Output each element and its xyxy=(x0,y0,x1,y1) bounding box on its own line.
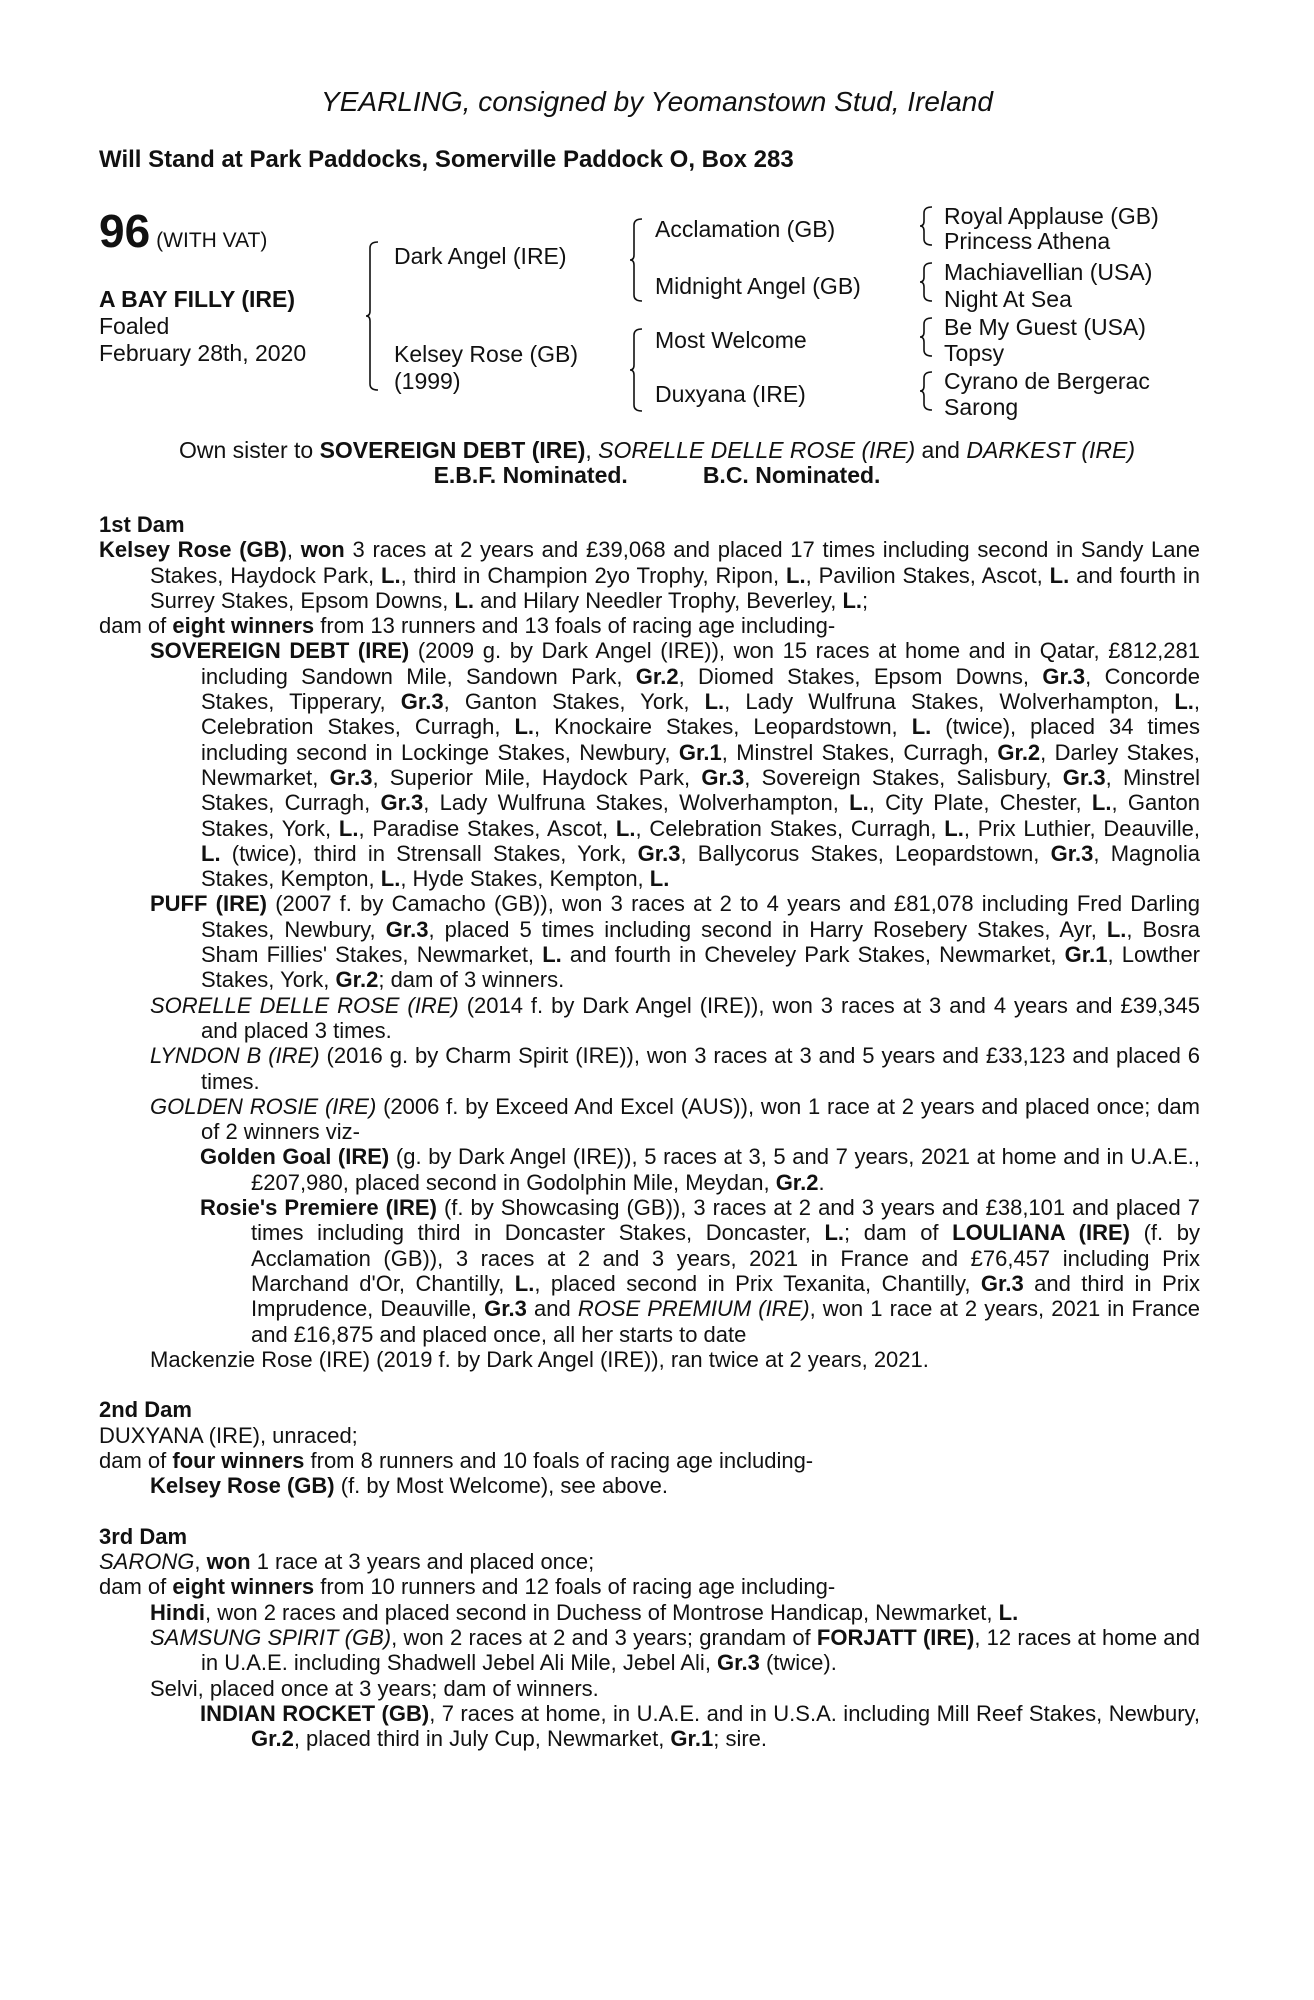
text: , placed 5 times including second in Harry Rosebery Stakes, Ayr, xyxy=(428,916,1107,942)
bold-text: L. xyxy=(542,942,562,968)
italic-text: SORELLE DELLE ROSE (IRE) xyxy=(150,992,459,1018)
text: , xyxy=(286,537,301,563)
text: , placed second in Prix Texanita, Chantilly, xyxy=(534,1270,981,1296)
bold-text: L. xyxy=(1091,790,1112,816)
text: (2006 f. by Exceed And Excel (AUS)), won 1 race at 2 years and placed once; dam of 2 winners viz- xyxy=(201,1093,1200,1145)
brace-icon xyxy=(920,317,932,362)
catalogue-title: YEARLING, consigned by Yeomanstown Stud, Ireland xyxy=(321,86,993,117)
brace-icon xyxy=(920,262,932,307)
bold-text: Gr.3 xyxy=(1062,764,1106,790)
pedigree-gen4: Princess Athena xyxy=(944,228,1111,254)
pedigree-paragraph xyxy=(99,537,1200,613)
bc-nominated: B.C. Nominated. xyxy=(702,462,881,488)
pedigree-paragraph xyxy=(99,1625,1200,1676)
text: DUXYANA (IRE), unraced; xyxy=(99,1422,358,1448)
pedigree-paragraph xyxy=(99,1347,1200,1372)
text: (2009 g. by Dark Angel (IRE)), won 15 races at home and in Qatar, £812,281 including Sandown Mile, Sandown Park, xyxy=(201,638,1200,689)
text: from 10 runners and 12 foals of racing age including- xyxy=(314,1574,836,1600)
pedigree-paragraph xyxy=(99,1144,1200,1195)
text: and fourth in Cheveley Park Stakes, Newmarket, xyxy=(561,942,1065,968)
text: , Minstrel Stakes, Curragh, xyxy=(201,764,1200,816)
text: Own sister to xyxy=(178,437,320,463)
bold-text: L. xyxy=(615,815,636,841)
text: , Ganton Stakes, York, xyxy=(443,689,705,715)
text: , xyxy=(585,437,599,463)
bold-text: Gr.2 xyxy=(635,663,679,689)
bold-text: L. xyxy=(381,562,401,588)
text: , Hyde Stakes, Kempton, xyxy=(400,866,650,892)
text: , Lowther Stakes, York, xyxy=(201,942,1201,993)
bold-text: Gr.3 xyxy=(329,764,373,790)
pedigree-paragraph xyxy=(99,993,1200,1044)
text: 3 races at 2 years and £39,068 and placed 17 times including second in Sandy Lane Stakes, Haydock Park, xyxy=(150,537,1200,588)
pedigree-paragraph xyxy=(99,1195,1200,1347)
section-heading: 3rd Dam xyxy=(99,1523,188,1549)
text: , Concorde Stakes, Tipperary, xyxy=(201,663,1200,715)
brace-icon xyxy=(630,218,642,307)
spacer xyxy=(99,1499,1200,1524)
text: , 12 races at home and in U.A.E. including Shadwell Jebel Ali Mile, Jebel Ali, xyxy=(201,1625,1201,1676)
bold-text: L. xyxy=(201,840,221,866)
bold-text: Kelsey Rose (GB) xyxy=(150,1473,335,1499)
bold-text: Gr.3 xyxy=(717,1650,760,1676)
text: , Knockaire Stakes, Leopardstown, xyxy=(534,714,912,740)
brace-icon xyxy=(366,241,378,396)
text: , Sovereign Stakes, Salisbury, xyxy=(744,764,1063,790)
text: , Minstrel Stakes, Curragh, xyxy=(721,739,998,765)
italic-text: SAMSUNG SPIRIT (GB) xyxy=(150,1625,392,1651)
bold-text: Golden Goal (IRE) xyxy=(200,1144,390,1170)
text: ; xyxy=(862,587,869,613)
bold-text: Kelsey Rose (GB) xyxy=(99,537,287,563)
foaled-label: Foaled xyxy=(99,313,170,339)
bold-text: INDIAN ROCKET (GB) xyxy=(200,1700,430,1726)
pedigree-paragraph xyxy=(99,1676,1200,1701)
pedigree-sire: Dark Angel (IRE) xyxy=(394,243,567,269)
bold-text: L. xyxy=(514,1270,535,1296)
section-heading: 1st Dam xyxy=(99,512,185,537)
bold-text: Gr.3 xyxy=(400,689,444,715)
pedigree-paragraph xyxy=(99,1448,1200,1473)
text: , placed third in July Cup, Newmarket, xyxy=(293,1726,671,1752)
bold-text: LOULIANA (IRE) xyxy=(952,1220,1130,1246)
bold-text: FORJATT (IRE) xyxy=(816,1625,975,1651)
text: dam of xyxy=(99,1447,173,1473)
pedigree-gen3: Acclamation (GB) xyxy=(655,216,836,242)
text: and xyxy=(526,1296,578,1322)
brace-icon xyxy=(920,371,932,416)
pedigree-gen4: Royal Applause (GB) xyxy=(944,203,1159,229)
text: (f. by Showcasing (GB)), 3 races at 2 and 3 years and £38,101 and placed 7 times including third in Doncaster Stakes, Doncaster, xyxy=(251,1195,1200,1246)
bold-text: L. xyxy=(842,587,863,613)
foaled-date: February 28th, 2020 xyxy=(99,340,307,366)
text: 1 race at 3 years and placed once; xyxy=(250,1549,595,1575)
stand-location: Will Stand at Park Paddocks, Somerville Paddock O, Box 283 xyxy=(99,146,794,173)
bold-text: L. xyxy=(454,587,475,613)
pedigree-gen4: Cyrano de Bergerac xyxy=(944,368,1150,394)
text: (2016 g. by Charm Spirit (IRE)), won 3 races at 3 and 5 years and £33,123 and placed 6 times. xyxy=(201,1043,1200,1094)
text: , Lady Wulfruna Stakes, Wolverhampton, xyxy=(724,689,1175,715)
bold-text: L. xyxy=(998,1599,1019,1625)
bold-text: L. xyxy=(1049,562,1070,588)
text: dam of xyxy=(99,1574,173,1600)
bold-text: won xyxy=(300,537,345,563)
bold-text: L. xyxy=(911,714,932,740)
bold-text: Gr.1 xyxy=(670,1726,714,1752)
text: (2007 f. by Camacho (GB)), won 3 races at 2 to 4 years and £81,078 including Fred Darling Stakes, Newbury, xyxy=(201,891,1200,942)
pedigree-gen4: Night At Sea xyxy=(944,286,1072,312)
bold-text: L. xyxy=(944,815,964,841)
text: , Magnolia Stakes, Kempton, xyxy=(201,840,1200,892)
bold-text: eight winners xyxy=(172,613,315,639)
lot-number-value: 96 xyxy=(99,205,151,257)
italic-text: DARKEST (IRE) xyxy=(966,437,1136,463)
bold-text: L. xyxy=(380,866,401,892)
italic-text: LYNDON B (IRE) xyxy=(150,1043,320,1069)
pedigree-paragraph xyxy=(99,1701,1200,1752)
spacer xyxy=(99,1372,1200,1397)
pedigree-gen4: Machiavellian (USA) xyxy=(944,259,1153,285)
pedigree-gen4: Topsy xyxy=(944,340,1005,366)
bold-text: Gr.3 xyxy=(484,1296,527,1322)
pedigree-gen4: Sarong xyxy=(944,394,1019,420)
italic-text: GOLDEN ROSIE (IRE) xyxy=(150,1093,377,1119)
bold-text: L. xyxy=(514,714,535,740)
bold-text: PUFF (IRE) xyxy=(150,891,267,917)
brace-icon xyxy=(630,328,642,417)
pedigree-gen3: Duxyana (IRE) xyxy=(655,381,806,407)
text: and Hilary Needler Trophy, Beverley, xyxy=(474,587,843,613)
pedigree-dam-year: (1999) xyxy=(394,368,461,394)
bold-text: Gr.2 xyxy=(775,1169,819,1195)
italic-text: ROSE PREMIUM (IRE) xyxy=(577,1296,810,1322)
text: , Ganton Stakes, York, xyxy=(201,790,1201,841)
text: , Celebration Stakes, Curragh, xyxy=(635,815,945,841)
text: (f. by Most Welcome), see above. xyxy=(334,1473,669,1499)
text: , Celebration Stakes, Curragh, xyxy=(201,689,1201,740)
section-heading: 2nd Dam xyxy=(99,1397,192,1423)
text: Mackenzie Rose (IRE) (2019 f. by Dark Angel (IRE)), ran twice at 2 years, 2021. xyxy=(150,1346,929,1372)
bold-text: Gr.1 xyxy=(1064,942,1108,968)
pedigree-gen4: Be My Guest (USA) xyxy=(944,314,1146,340)
bold-text: Hindi xyxy=(150,1599,205,1625)
text: (2014 f. by Dark Angel (IRE)), won 3 races at 3 and 4 years and £39,345 and placed 3 times. xyxy=(201,992,1200,1043)
text: (twice), placed 34 times including second in Lockinge Stakes, Newbury, xyxy=(201,714,1200,765)
bold-text: won xyxy=(206,1549,251,1575)
bold-text: Gr.3 xyxy=(1050,840,1094,866)
pedigree-paragraph xyxy=(99,891,1200,992)
pedigree-paragraph xyxy=(99,613,1200,638)
bold-text: L. xyxy=(704,689,725,715)
bold-text: Gr.2 xyxy=(997,739,1041,765)
text: , Pavilion Stakes, Ascot, xyxy=(805,562,1050,588)
text: from 13 runners and 13 foals of racing age including- xyxy=(314,613,836,639)
pedigree-gen3: Midnight Angel (GB) xyxy=(655,273,861,299)
pedigree-paragraph xyxy=(99,1574,1200,1599)
text: ; sire. xyxy=(713,1726,768,1752)
bold-text: L. xyxy=(338,815,359,841)
bold-text: L. xyxy=(849,790,869,816)
pedigree-dam: Kelsey Rose (GB) xyxy=(394,341,579,367)
own-sister-line xyxy=(0,437,1314,464)
text: , Darley Stakes, Newmarket, xyxy=(201,739,1200,790)
text: dam of xyxy=(99,613,173,639)
bold-text: SOVEREIGN DEBT (IRE) xyxy=(319,437,586,463)
bold-text: L. xyxy=(786,562,806,588)
bold-text: eight winners xyxy=(172,1574,315,1600)
text: , won 2 races and placed second in Duchess of Montrose Handicap, Newmarket, xyxy=(205,1599,999,1625)
bold-text: Gr.1 xyxy=(678,739,722,765)
dam-sections xyxy=(99,512,1200,1752)
pedigree-paragraph xyxy=(99,1473,1200,1498)
text: (g. by Dark Angel (IRE)), 5 races at 3, 5 and 7 years, 2021 at home and in U.A.E., £207,980, placed second in Godolphin Mile, Meydan, xyxy=(251,1144,1200,1195)
text: and third in Prix Imprudence, Deauville, xyxy=(251,1270,1201,1322)
text: and fourth in Surrey Stakes, Epsom Downs, xyxy=(150,562,1200,613)
text: , won 1 race at 2 years, 2021 in France and £16,875 and placed once, all her starts to date xyxy=(251,1296,1200,1347)
text: ; dam of xyxy=(844,1220,953,1246)
text: and xyxy=(915,437,967,463)
text: , Prix Luthier, Deauville, xyxy=(963,815,1200,841)
text: , won 2 races at 2 and 3 years; grandam of xyxy=(391,1625,817,1651)
text: , Paradise Stakes, Ascot, xyxy=(358,815,616,841)
bold-text: L. xyxy=(649,866,670,892)
bold-text: Gr.3 xyxy=(701,764,745,790)
italic-text: SARONG xyxy=(99,1549,195,1575)
text: , third in Champion 2yo Trophy, Ripon, xyxy=(400,562,786,588)
bold-text: Gr.3 xyxy=(380,790,424,816)
text: , Bosra Sham Fillies' Stakes, Newmarket, xyxy=(201,916,1200,968)
bold-text: L. xyxy=(1174,689,1194,715)
bold-text: Gr.3 xyxy=(1042,663,1086,689)
vat-note: (WITH VAT) xyxy=(156,229,268,252)
bold-text: SOVEREIGN DEBT (IRE) xyxy=(150,638,410,664)
text: , Ballycorus Stakes, Leopardstown, xyxy=(680,840,1051,866)
text: from 8 runners and 10 foals of racing age including- xyxy=(304,1447,814,1473)
pedigree-paragraph xyxy=(99,1423,1200,1448)
text: , Superior Mile, Haydock Park, xyxy=(372,764,702,790)
text: (twice). xyxy=(759,1650,837,1676)
bold-text: L. xyxy=(824,1220,845,1246)
pedigree-paragraph xyxy=(99,1094,1200,1145)
bold-text: L. xyxy=(1106,916,1127,942)
bold-text: Gr.3 xyxy=(385,916,429,942)
pedigree-paragraph xyxy=(99,1600,1200,1625)
bold-text: Gr.3 xyxy=(637,840,681,866)
brace-icon xyxy=(920,206,932,251)
text: , Diomed Stakes, Epsom Downs, xyxy=(678,663,1043,689)
pedigree-paragraph xyxy=(99,1549,1200,1574)
pedigree-gen3: Most Welcome xyxy=(655,327,807,353)
bold-text: Rosie's Premiere (IRE) xyxy=(200,1195,437,1221)
text: , City Plate, Chester, xyxy=(868,790,1092,816)
text: (twice), third in Strensall Stakes, York, xyxy=(220,840,638,866)
lot-number xyxy=(99,204,267,258)
bold-text: Gr.3 xyxy=(980,1270,1024,1296)
text: , 7 races at home, in U.A.E. and in U.S.A. including Mill Reef Stakes, Newbury, xyxy=(429,1700,1201,1726)
pedigree-paragraph xyxy=(99,1043,1200,1094)
horse-name: A BAY FILLY (IRE) xyxy=(99,286,295,312)
ebf-nominated: E.B.F. Nominated. xyxy=(433,462,628,488)
italic-text: SORELLE DELLE ROSE (IRE) xyxy=(598,437,916,463)
text: , Lady Wulfruna Stakes, Wolverhampton, xyxy=(423,790,850,816)
text: , xyxy=(194,1549,207,1575)
nominations xyxy=(0,462,1314,489)
bold-text: four winners xyxy=(172,1447,305,1473)
pedigree-paragraph xyxy=(99,638,1200,891)
text: ; dam of 3 winners. xyxy=(378,967,565,993)
bold-text: Gr.2 xyxy=(335,967,379,993)
bold-text: Gr.2 xyxy=(251,1726,294,1752)
text: . xyxy=(818,1169,825,1195)
text: Selvi, placed once at 3 years; dam of winners. xyxy=(150,1675,599,1701)
text: (f. by Acclamation (GB)), 3 races at 2 and 3 years, 2021 in France and £76,457 including Prix Marchand d'Or, Chantilly, xyxy=(251,1220,1200,1296)
